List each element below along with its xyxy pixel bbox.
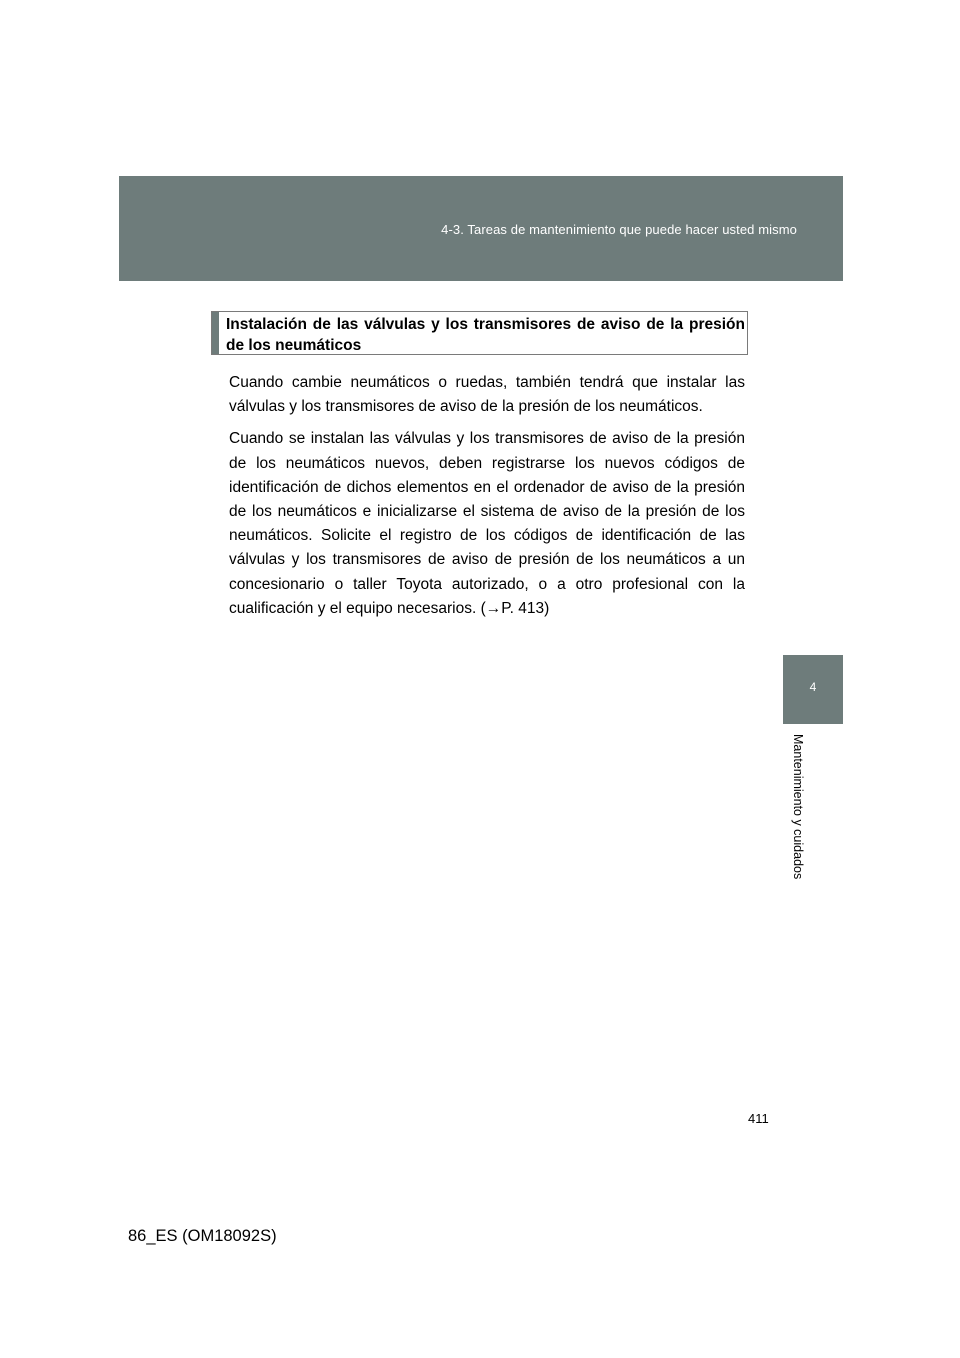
chapter-label-text: Mantenimiento y cuidados [791,734,805,880]
section-heading: Instalación de las válvulas y los transmisores de aviso de la presión de los neumáticos [226,316,745,354]
page-number: 411 [748,1111,769,1126]
paragraph: Cuando cambie neumáticos o ruedas, también tendrá que instalar las válvulas y los transmisores de aviso de la presión de los neumáticos. [229,374,745,416]
document-code: 86_ES (OM18092S) [128,1227,277,1245]
section-heading-box [211,311,748,355]
body-text [229,371,745,629]
heading-accent-bar [212,312,219,354]
chapter-tab [783,655,843,724]
section-title: 4-3. Tareas de mantenimiento que puede hacer usted mismo [441,222,797,237]
header-band [119,176,843,281]
chapter-number: 4 [809,680,817,694]
paragraph: Cuando se instalan las válvulas y los transmisores de aviso de la presión de los neumáticos nuevos, deben registrarse los nuevos códigos de identificación de dichos elementos en el ordenador de aviso de la presión de los neumáticos e inicializarse el sistema de aviso de la presión de los neumáticos. Solicite el registro de los códigos de identificación de las válvulas y los transmisores de aviso de presión de los neumáticos a un concesionario o taller Toyota autorizado, o a otro profesional con la cualificación y el equipo necesarios. (→P. 413) [229,430,745,617]
chapter-label [787,734,807,902]
